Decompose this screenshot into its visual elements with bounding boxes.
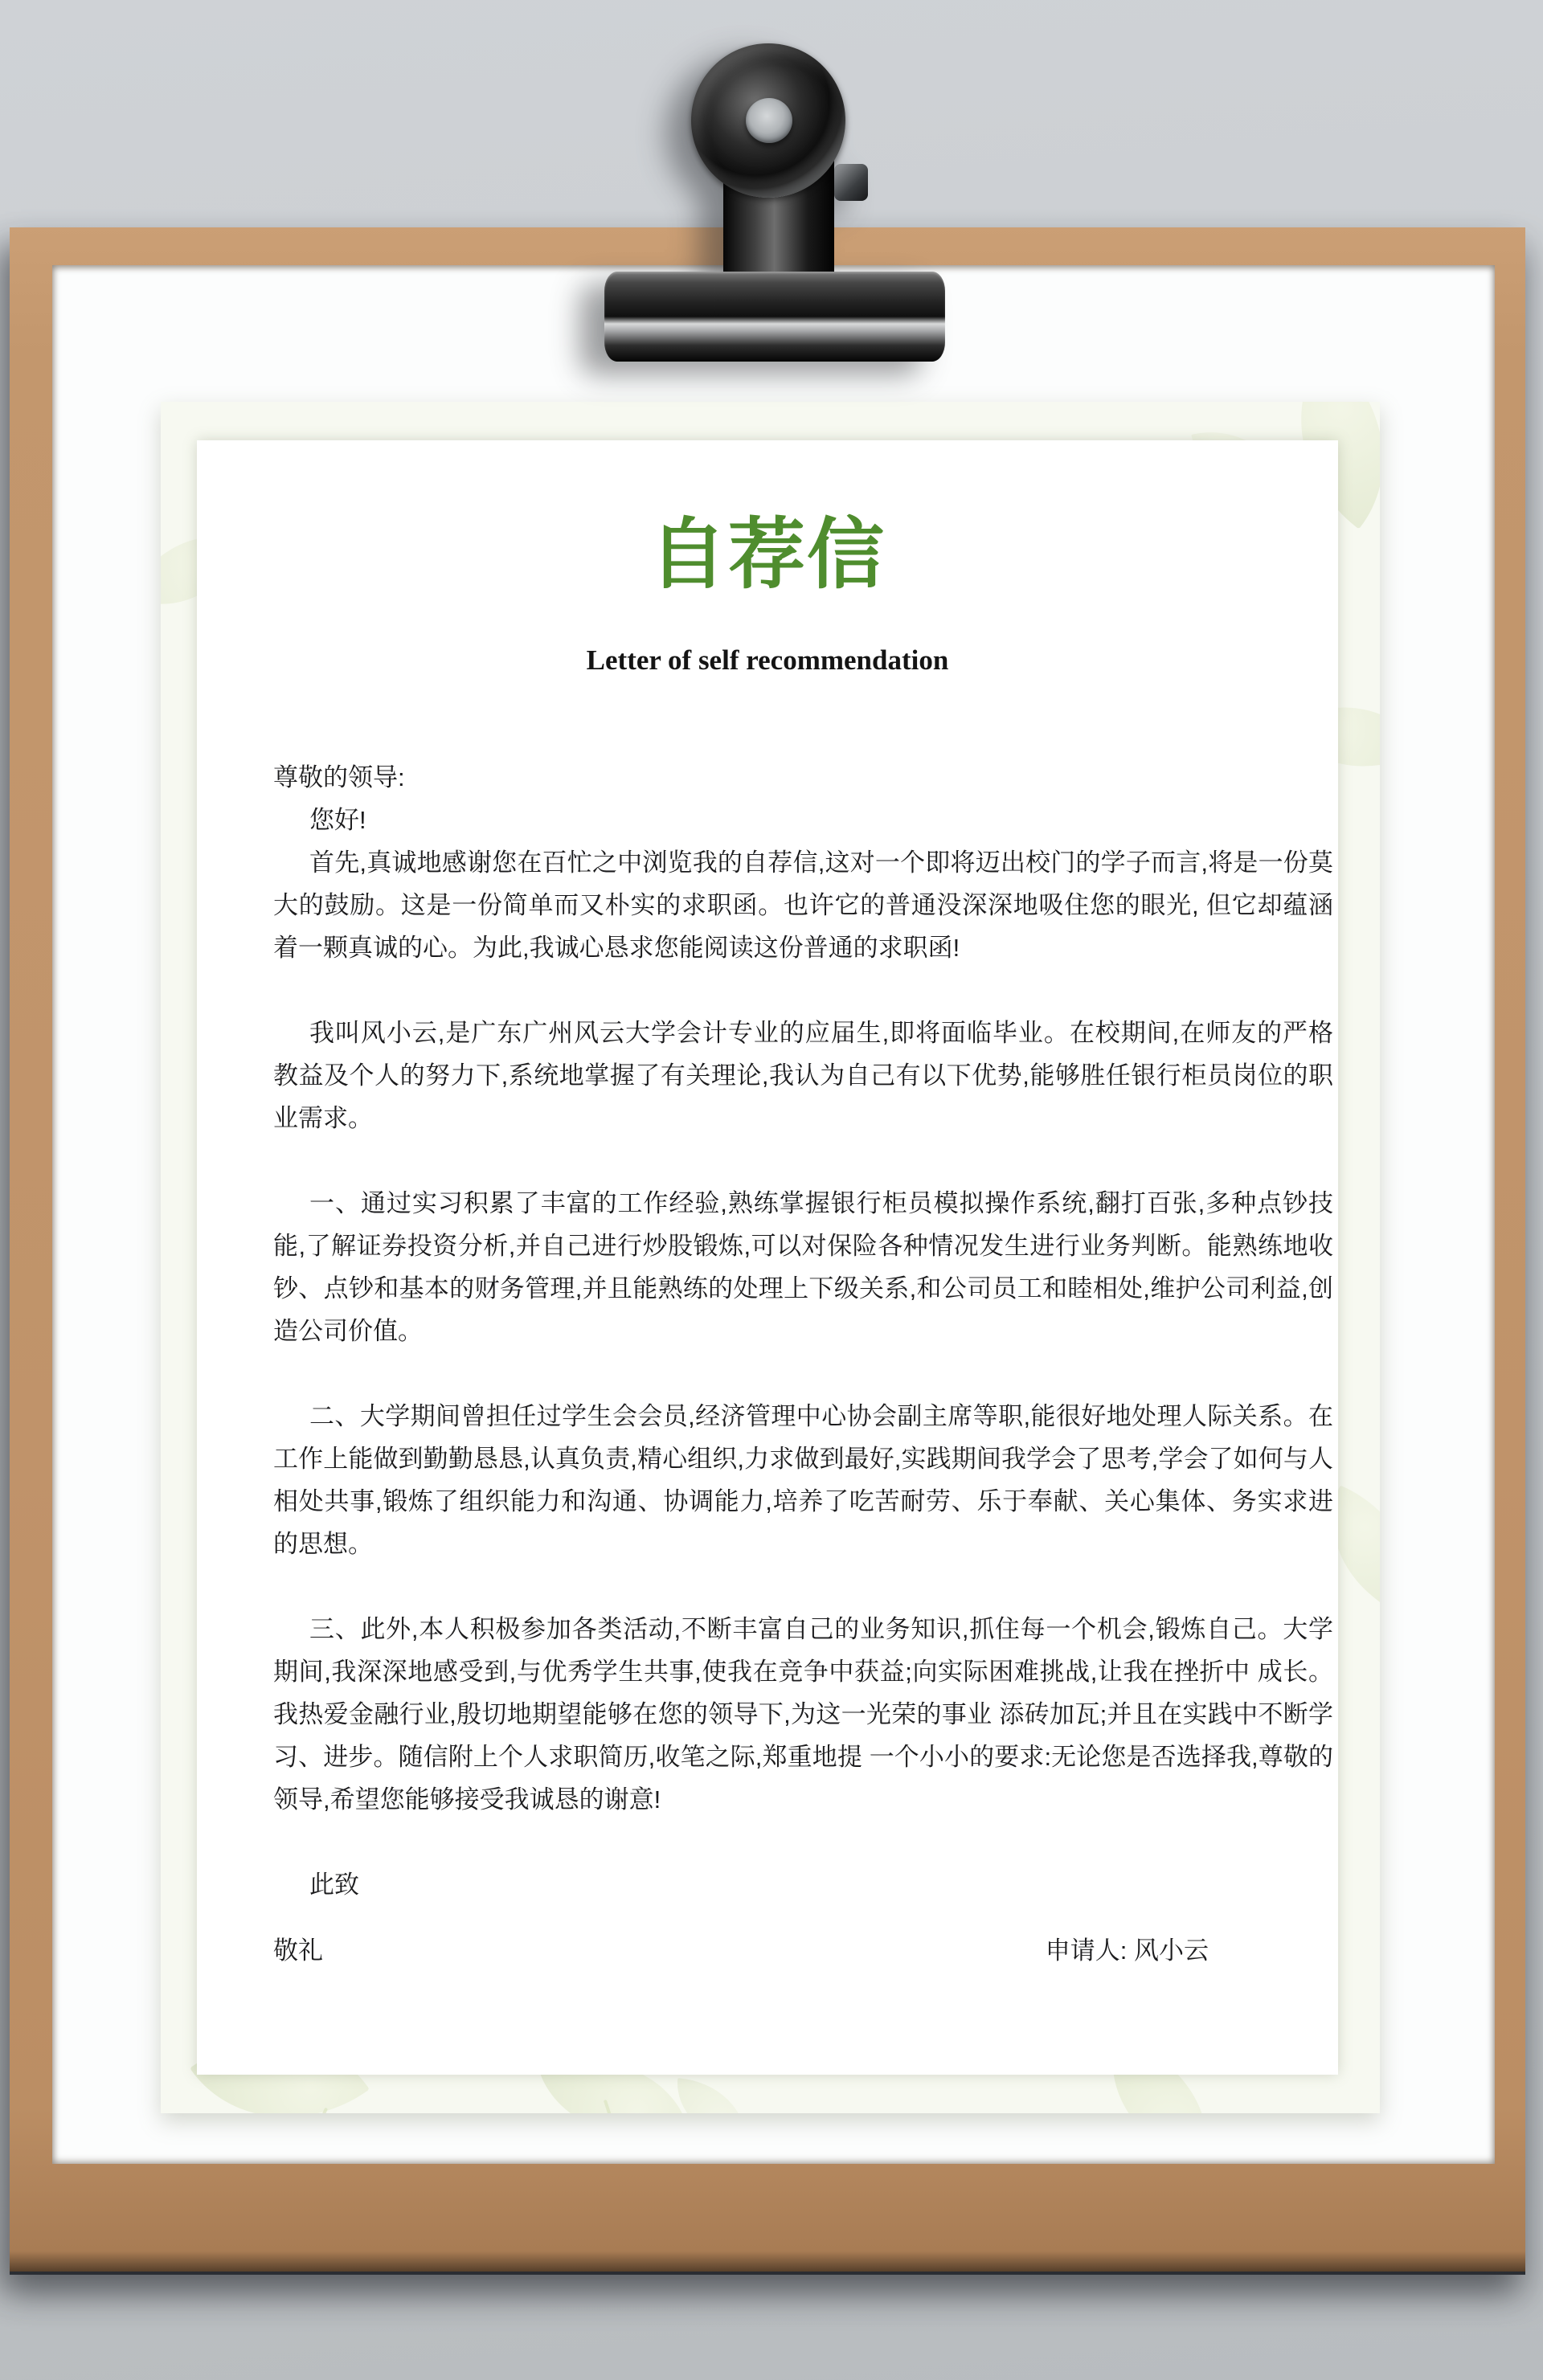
clip-hole bbox=[746, 98, 792, 143]
letter-subtitle: Letter of self recommendation bbox=[586, 644, 949, 676]
leaf-watermark-icon bbox=[673, 2078, 750, 2113]
body-paragraph: 三、此外,本人积极参加各类活动,不断丰富自己的业务知识,抓住每一个机会,锻炼自己。大学期间,我深深地感受到,与优秀学生共事,使我在竞争中获益;向实际困难挑战,让我在挫折中 成长。我热爱金融行业,殷切地期望能够在您的领导下,为这一光荣的事业 添砖加瓦;并且在实践中不断学习、进步。随信附上个人求职简历,收笔之际,郑重地提 一个小小的要求:无论您是否选择我,尊敬的领导,希望您能够接受我诚恳的谢意! bbox=[273, 1615, 1333, 1814]
letterhead-paper bbox=[161, 402, 1380, 2113]
letter-title: 自荐信 bbox=[649, 512, 886, 598]
body-paragraph: 二、大学期间曾担任过学生会会员,经济管理中心协会副主席等职,能很好地处理人际关系。在工作上能做到勤勤恳恳,认真负责,精心组织,力求做到最好,实践期间我学会了思考,学会了如何与人相处共事,锻炼了组织能力和沟通、协调能力,培养了吃苦耐劳、乐于奉献、关心集体、务实求进的思想。 bbox=[273, 1402, 1333, 1558]
clipboard-board bbox=[10, 227, 1525, 2272]
letter-body bbox=[273, 756, 1333, 1972]
body-paragraph: 一、通过实习积累了丰富的工作经验,熟练掌握银行柜员模拟操作系统,翻打百张,多种点钞技能,了解证券投资分析,并自己进行炒股锻炼,可以对保险各种情况发生进行业务判断。能熟练地收钞、点钞和基本的财务管理,并且能熟练的处理上下级关系,和公司员工和睦相处,维护公司利益,创造公司价值。 bbox=[273, 1189, 1333, 1345]
salutation-line: 尊敬的领导: bbox=[273, 763, 405, 791]
greeting-line: 您好! bbox=[309, 806, 366, 834]
closing-line: 此致 bbox=[309, 1871, 359, 1899]
binder-clip-icon bbox=[604, 31, 945, 362]
body-paragraph: 我叫风小云,是广东广州风云大学会计专业的应届生,即将面临毕业。在校期间,在师友的严格 教益及个人的努力下,系统地掌握了有关理论,我认为自己有以下优势,能够胜任银行柜员岗位的职业需求。 bbox=[273, 1019, 1333, 1132]
clip-lever bbox=[834, 164, 868, 201]
body-paragraph: 首先,真诚地感谢您在百忙之中浏览我的自荐信,这对一个即将迈出校门的学子而言,将是一份莫大的鼓励。这是一份简单而又朴实的求职函。也许它的普通没深深地吸住您的眼光, 但它却蕴涵着一颗真诚的心。为此,我诚心恳求您能阅读这份普通的求职函! bbox=[273, 849, 1333, 962]
clip-bar bbox=[604, 272, 945, 362]
letter-paper bbox=[197, 440, 1338, 2075]
salute-line: 敬礼 bbox=[273, 1936, 323, 1965]
signature-row bbox=[273, 1929, 1333, 1972]
paper-sheet bbox=[52, 265, 1495, 2164]
signature-line: 申请人: 风小云 bbox=[1045, 1936, 1209, 1965]
